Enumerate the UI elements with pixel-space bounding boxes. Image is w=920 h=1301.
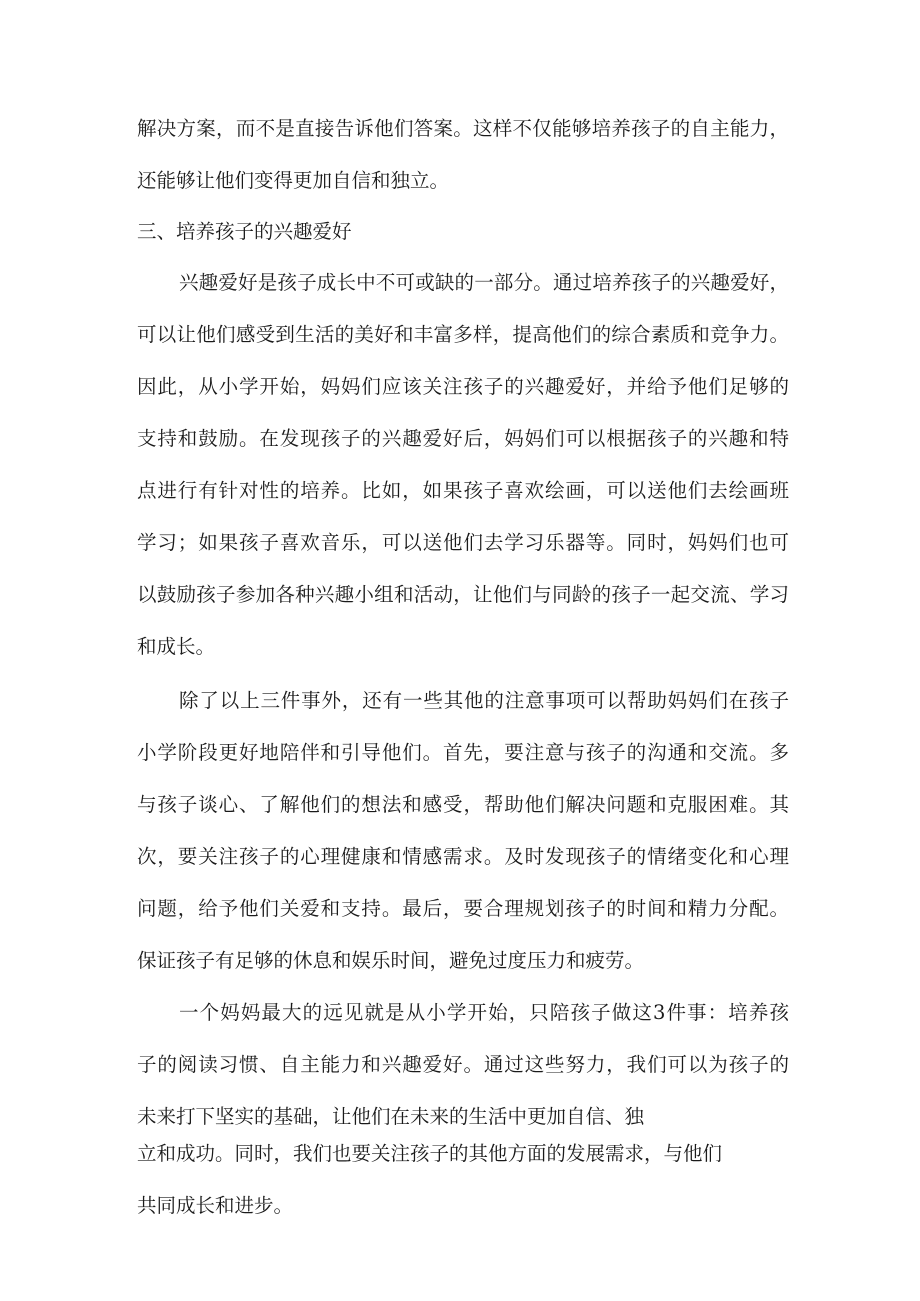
interest-line-5: 点进行有针对性的培养。比如，如果孩子喜欢绘画，可以送他们去绘画班 — [137, 479, 789, 502]
conclusion-line-2: 子的阅读习惯、自主能力和兴趣爱好。通过这些努力，我们可以为孩子的 — [137, 1053, 789, 1076]
other-line-3: 与孩子谈心、了解他们的想法和感受，帮助他们解决问题和克服困难。其 — [137, 793, 789, 816]
section-heading: 三、培养孩子的兴趣爱好 — [137, 220, 352, 243]
other-line-6: 保证孩子有足够的休息和娱乐时间，避免过度压力和疲劳。 — [137, 949, 645, 972]
interest-line-1: 兴趣爱好是孩子成长中不可或缺的一部分。通过培养孩子的兴趣爱好， — [179, 271, 789, 294]
other-line-2: 小学阶段更好地陪伴和引导他们。首先，要注意与孩子的沟通和交流。多 — [137, 741, 789, 764]
interest-line-8: 和成长。 — [137, 635, 216, 658]
conclusion-line-4: 立和成功。同时，我们也要关注孩子的其他方面的发展需求，与他们 — [137, 1142, 723, 1165]
conclusion-line-5: 共同成长和进步。 — [137, 1194, 294, 1217]
conclusion-line-1: 一个妈妈最大的远见就是从小学开始，只陪孩子做这3件事：培养孩 — [179, 1001, 789, 1024]
interest-line-6: 学习；如果孩子喜欢音乐，可以送他们去学习乐器等。同时，妈妈们也可 — [137, 531, 789, 554]
other-line-1: 除了以上三件事外，还有一些其他的注意事项可以帮助妈妈们在孩子 — [179, 689, 789, 712]
other-line-4: 次，要关注孩子的心理健康和情感需求。及时发现孩子的情绪变化和心理 — [137, 845, 789, 868]
interest-line-2: 可以让他们感受到生活的美好和丰富多样，提高他们的综合素质和竞争力。 — [137, 323, 789, 346]
interest-line-4: 支持和鼓励。在发现孩子的兴趣爱好后，妈妈们可以根据孩子的兴趣和特 — [137, 427, 789, 450]
conclusion-line-3: 未来打下坚实的基础，让他们在未来的生活中更加自信、独 — [137, 1105, 645, 1128]
interest-line-3: 因此，从小学开始，妈妈们应该关注孩子的兴趣爱好，并给予他们足够的 — [137, 375, 789, 398]
interest-line-7: 以鼓励孩子参加各种兴趣小组和活动，让他们与同龄的孩子一起交流、学习 — [137, 583, 789, 606]
continuation-line-2: 还能够让他们变得更加自信和独立。 — [137, 169, 450, 192]
other-line-5: 问题，给予他们关爱和支持。最后，要合理规划孩子的时间和精力分配。 — [137, 897, 789, 920]
continuation-line-1: 解决方案，而不是直接告诉他们答案。这样不仅能够培养孩子的自主能力， — [137, 117, 789, 140]
